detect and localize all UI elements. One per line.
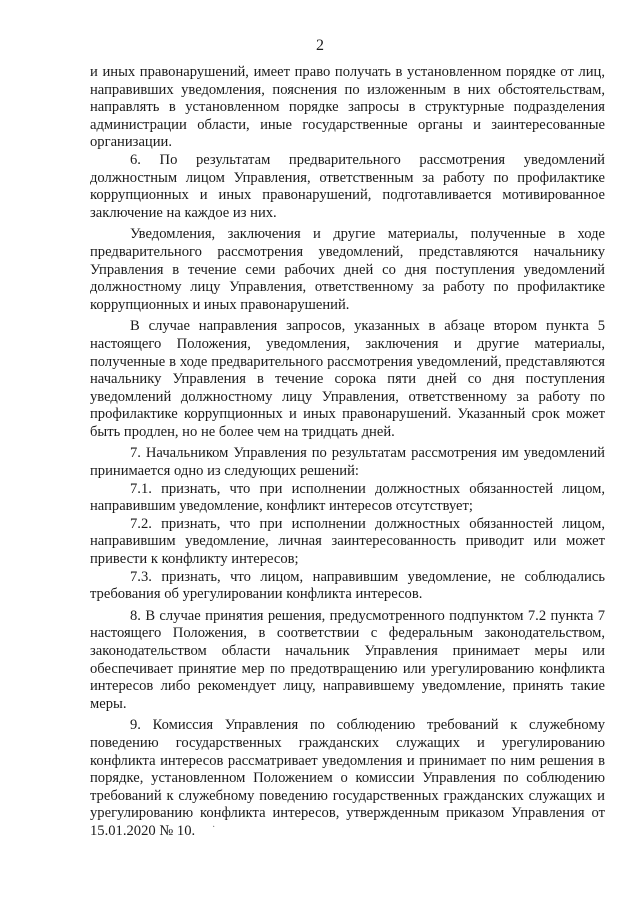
document-body [90,64,605,845]
paragraph-item-6: 6. По результатам предварительного рассмотрения уведомлений должностным лицом Управления, ответственным за работу по профилактике коррупционных и иных правонарушений, подготавливается мотивированное заключение на каждое из них. [90,151,605,221]
paragraph-requests-deadline: В случае направления запросов, указанных в абзаце втором пункта 5 настоящего Положения, уведомления, заключения и другие материалы, полученные в ходе предварительного рассмотрения уведомлений, представляются начальнику Управления в течение сорока пяти дней со дня поступления уведомлений должностному лицу Управления, ответственному за работу по профилактике коррупционных и иных правонарушений. Указанный срок может быть продлен, но не более чем на тридцать дней. [90,318,605,440]
paragraph-submission-deadline: Уведомления, заключения и другие материалы, полученные в ходе предварительного рассмотрения уведомлений, представляются начальнику Управления в течение семи рабочих дней со дня поступления уведомлений должностному лицу Управления, ответственному за работу по профилактике коррупционных и иных правонарушений. [90,226,605,313]
paragraph-item-7: 7. Начальником Управления по результатам рассмотрения им уведомлений принимается одно из следующих решений: [90,445,605,480]
paragraph-continuation: и иных правонарушений, имеет право получать в установленном порядке от лиц, направивших уведомления, пояснения по изложенным в них обстоятельствам, направлять в установленном порядке запросы в структурные подразделения администрации области, иные государственные органы и заинтересованные организации. [90,64,605,151]
paragraph-item-7-2: 7.2. признать, что при исполнении должностных обязанностей лицом, направившим уведомление, личная заинтересованность приводит или может привести к конфликту интересов; [90,515,605,568]
paragraph-item-8: 8. В случае принятия решения, предусмотренного подпунктом 7.2 пункта 7 настоящего Положения, в соответствии с федеральным законодательством, законодательством области начальник Управления принимает меры или обеспечивает принятие мер по предотвращению или урегулированию конфликта интересов либо рекомендует лицу, направившему уведомление, принять такие меры. [90,607,605,712]
paragraph-item-7-1: 7.1. признать, что при исполнении должностных обязанностей лицом, направившим уведомление, конфликт интересов отсутствует; [90,480,605,515]
scan-speck: · [212,822,216,833]
page-number: 2 [316,37,324,54]
paragraph-item-9: 9. Комиссия Управления по соблюдению требований к служебному поведению государственных гражданских служащих и урегулированию конфликта интересов рассматривает уведомления и принимает по ним решения в порядке, установленном Положением о комиссии Управления по соблюдению требований к служебному поведению государственных гражданских служащих и урегулированию конфликта интересов, утвержденным приказом Управления от 15.01.2020 № 10. [90,717,605,839]
paragraph-item-7-3: 7.3. признать, что лицом, направившим уведомление, не соблюдались требования об урегулировании конфликта интересов. [90,568,605,603]
